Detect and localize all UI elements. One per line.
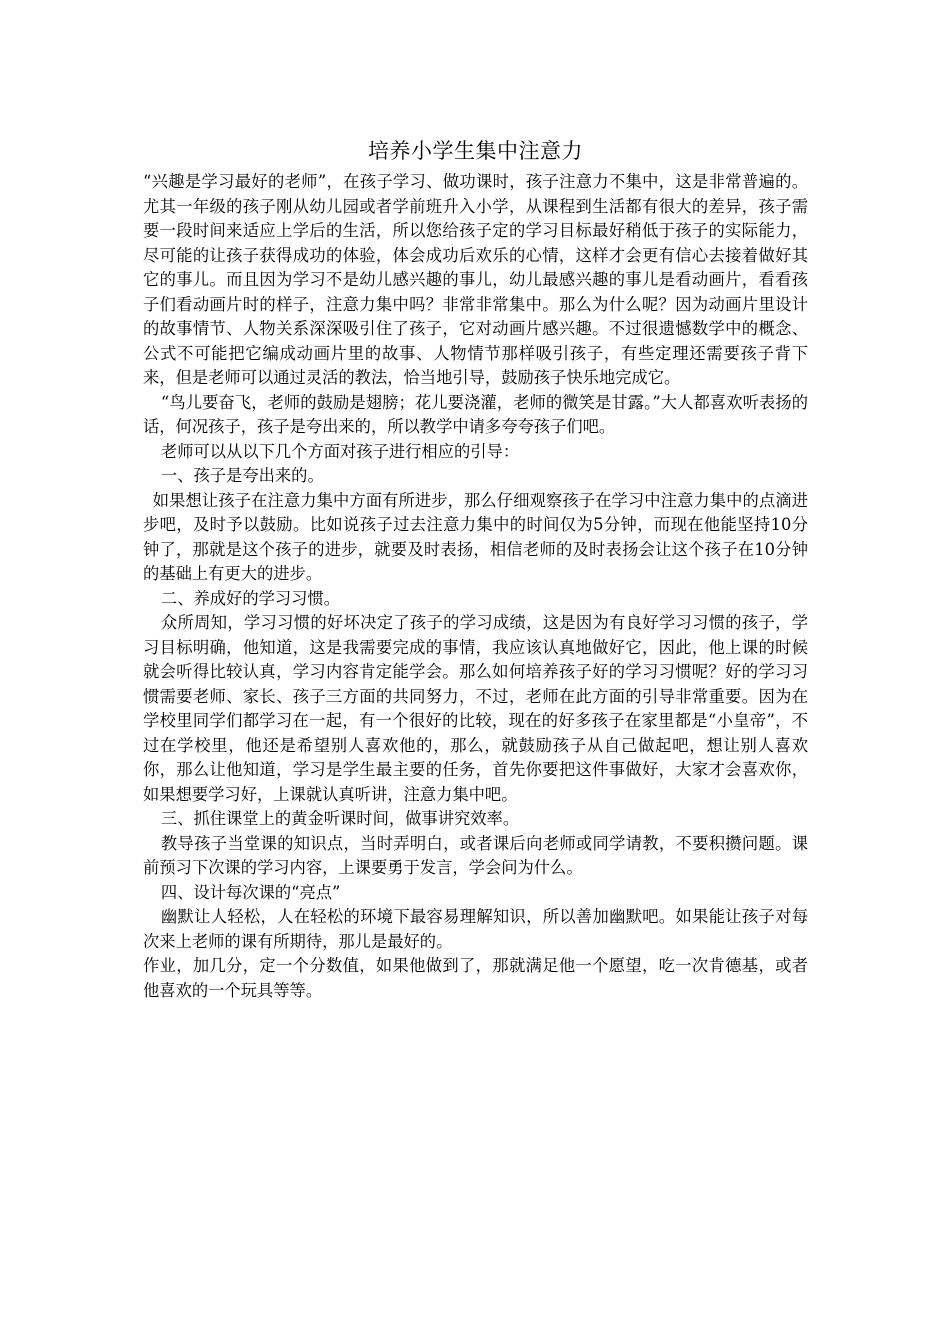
paragraph-lead-in: 老师可以从以下几个方面对孩子进行相应的引导： xyxy=(160,441,520,461)
section-heading-1: 一、孩子是夸出来的。 xyxy=(160,466,324,485)
section-body-1: 如果想让孩子在注意力集中方面有所进步，那么仔细观察孩子在学习中注意力集中的点滴进步吧，及时予以鼓励。比如说孩子过去注意力集中的时间仅为5分钟，而现在他能坚持10分钟了，那就是这个孩子的进步，就要及时表扬，相信老师的及时表扬会让这个孩子在10分钟的基础上有更大的进步。 xyxy=(143,490,808,583)
paragraph-intro: “兴趣是学习最好的老师”，在孩子学习、做功课时，孩子注意力不集中，这是非常普遍的。尤其一年级的孩子刚从幼儿园或者学前班升入小学，从课程到生活都有很大的差异，孩子需要一段时间来适应上学后的生活，所以您给孩子定的学习目标最好稍低于孩子的实际能力，尽可能的让孩子获得成功的体验，体会成功后欢乐的心情，这样才会更有信心去接着做好其它的事儿。而且因为学习不是幼儿感兴趣的事儿，幼儿最感兴趣的事儿是看动画片，看看孩子们看动画片时的样子，注意力集中吗？非常非常集中。那么为什么呢？因为动画片里设计的故事情节、人物关系深深吸引住了孩子，它对动画片感兴趣。不过很遗憾数学中的概念、公式不可能把它编成动画片里的故事、人物情节那样吸引孩子，有些定理还需要孩子背下来，但是老师可以通过灵活的教法，恰当地引导，鼓励孩子快乐地完成它。 xyxy=(143,172,808,387)
paragraph-closing: 作业，加几分，定一个分数值，如果他做到了，那就满足他一个愿望，吃一次肯德基，或者他喜欢的一个玩具等等。 xyxy=(143,956,808,1000)
section-heading-4: 四、设计每次课的“亮点” xyxy=(160,882,341,902)
section-heading-3: 三、抓住课堂上的黄金听课时间，做事讲究效率。 xyxy=(160,809,520,828)
section-body-3: 教导孩子当堂课的知识点，当时弄明白，或者课后向老师或同学请教，不要积攒问题。课前预习下次课的学习内容，上课要勇于发言，学会问为什么。 xyxy=(143,833,808,877)
section-heading-2: 二、养成好的学习习惯。 xyxy=(160,588,341,608)
document-body xyxy=(143,132,808,1003)
section-body-4: 幽默让人轻松，人在轻松的环境下最容易理解知识，所以善加幽默吧。如果能让孩子对每次来上老师的课有所期待，那儿是最好的。 xyxy=(143,907,808,951)
section-body-2: 众所周知，学习习惯的好坏决定了孩子的学习成绩，这是因为有良好学习习惯的孩子，学习目标明确，他知道，这是我需要完成的事情，我应该认真地做好它，因此，他上课的时候就会听得比较认真，学习内容肯定能学会。那么如何培养孩子好的学习习惯呢？好的学习习惯需要老师、家长、孩子三方面的共同努力，不过，老师在此方面的引导非常重要。因为在学校里同学们都学习在一起，有一个很好的比较，现在的好多孩子在家里都是“小皇帝”，不过在学校里，他还是希望别人喜欢他的，那么，就鼓励孩子从自己做起吧，想让别人喜欢你，那么让他知道，学习是学生最主要的任务，首先你要把这件事做好，大家才会喜欢你，如果想要学习好，上课就认真听讲，注意力集中吧。 xyxy=(143,613,808,804)
paragraph-quote: “鸟儿要奋飞，老师的鼓励是翅膀；花儿要浇灌，老师的微笑是甘露。”大人都喜欢听表扬的话，何况孩子，孩子是夸出来的，所以教学中请多夸夸孩子们吧。 xyxy=(143,392,808,436)
document-title: 培养小学生集中注意力 xyxy=(368,139,583,163)
